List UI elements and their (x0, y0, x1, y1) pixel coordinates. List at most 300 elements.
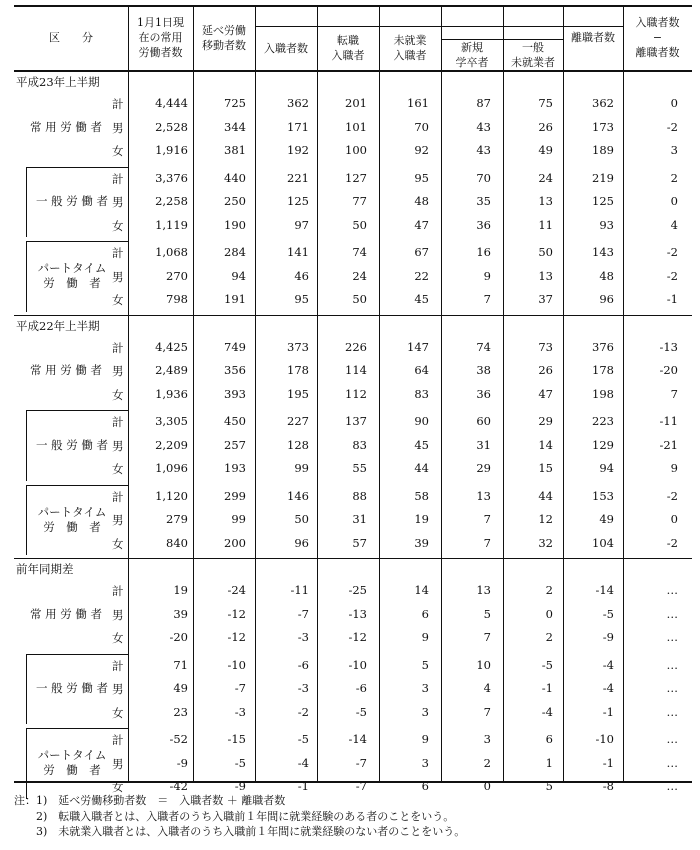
table-cell: -2 (666, 245, 678, 259)
table-cell: 227 (287, 414, 309, 428)
group-label-general: 一 般 労 働 者 (35, 194, 109, 209)
table-cell: 55 (352, 461, 367, 475)
table-cell: 1 (545, 755, 553, 770)
table-cell: 70 (476, 170, 491, 185)
table-cell: 67 (414, 245, 429, 259)
table-cell: 219 (592, 170, 614, 185)
table-cell: -24 (227, 583, 246, 597)
table-cell: 7 (483, 535, 491, 550)
table-row (0, 139, 1, 140)
table-cell: 146 (287, 488, 309, 503)
table-cell: -7 (234, 681, 246, 695)
group-bracket (26, 167, 27, 238)
table-cell: -10 (595, 732, 614, 746)
table-cell: -12 (227, 606, 246, 621)
table-cell: 12 (538, 512, 553, 526)
table-cell: 22 (414, 268, 429, 283)
group-bracket (26, 241, 27, 312)
table-cell: 127 (345, 170, 367, 185)
table-row (0, 654, 1, 655)
table-cell: 50 (538, 245, 553, 259)
table-cell: 3 (421, 755, 429, 770)
table-cell: 125 (287, 194, 309, 208)
table-row (0, 241, 1, 242)
row-label: 計 (112, 415, 124, 429)
table-cell: 73 (538, 339, 553, 354)
table-cell: -14 (595, 583, 614, 597)
table-cell: 125 (592, 194, 614, 208)
table-cell: 104 (592, 535, 614, 550)
group-bracket (26, 410, 27, 481)
table-row (0, 190, 1, 191)
table-cell: 1,916 (155, 143, 188, 157)
table-cell: 257 (224, 437, 246, 452)
header-regular-workers: 1月1日現 在の常用 労働者数 (137, 16, 184, 59)
table-cell: 114 (345, 363, 367, 377)
row-label: 女 (112, 536, 124, 551)
table-cell: … (666, 732, 678, 746)
table-cell: 48 (599, 268, 614, 283)
table-cell: -2 (666, 268, 678, 283)
table-cell: 226 (345, 339, 367, 354)
table-cell: 50 (352, 217, 367, 232)
table-row (0, 485, 1, 486)
table-cell: 195 (287, 386, 309, 401)
table-cell: 200 (224, 535, 246, 550)
header-new-graduates: 新規 学卒者 (455, 40, 489, 69)
row-label: 計 (112, 171, 124, 186)
table-cell: 44 (538, 488, 553, 503)
table-cell: -7 (355, 755, 367, 770)
table-cell: 29 (538, 414, 553, 428)
table-cell: -5 (234, 755, 246, 770)
table-cell: 7 (670, 386, 678, 401)
table-cell: -1 (541, 681, 553, 695)
table-cell: 129 (592, 437, 614, 452)
table-cell: 6 (421, 606, 429, 621)
table-row (0, 728, 1, 729)
header-net-hires: 入職者数 − 離職者数 (635, 16, 680, 59)
table-cell: 93 (599, 217, 614, 232)
table-cell: 798 (166, 292, 188, 306)
table-cell: … (666, 681, 678, 695)
section-title: 平成22年上半期 (16, 318, 100, 333)
table-row (0, 579, 1, 580)
body-column-rule (503, 70, 504, 781)
table-cell: 7 (483, 512, 491, 526)
header-total-movers: 延べ労働 移動者数 (202, 23, 246, 52)
table-cell: 29 (476, 461, 491, 475)
table-cell: 45 (414, 292, 429, 306)
row-label: 男 (112, 120, 124, 135)
header-separations: 離職者数 (571, 31, 615, 44)
table-cell: 137 (345, 414, 367, 428)
table-cell: 64 (414, 363, 429, 377)
table-row (0, 359, 1, 360)
table-row (0, 434, 1, 435)
table-cell: 11 (538, 217, 553, 232)
table-cell: -4 (297, 755, 309, 770)
table-cell: 96 (599, 292, 614, 306)
table-cell: 50 (352, 292, 367, 306)
row-label: 男 (112, 269, 124, 284)
table-cell: -25 (348, 583, 367, 597)
body-column-rule (623, 70, 624, 781)
table-row (0, 288, 1, 289)
body-column-rule (255, 70, 256, 781)
table-cell: 270 (166, 268, 188, 283)
table-cell: -12 (227, 630, 246, 644)
table-cell: 19 (414, 512, 429, 526)
table-cell: -5 (297, 732, 309, 746)
table-cell: 376 (592, 339, 614, 354)
table-cell: 13 (538, 268, 553, 283)
table-cell: 15 (538, 461, 553, 475)
table-cell: 4,444 (155, 96, 188, 110)
row-label: 男 (112, 607, 124, 622)
table-cell: -13 (659, 339, 678, 354)
table-cell: -4 (602, 681, 614, 695)
table-cell: … (666, 779, 678, 793)
table-cell: -2 (666, 535, 678, 550)
table-cell: 101 (345, 119, 367, 134)
table-cell: 47 (538, 386, 553, 401)
row-label: 女 (112, 387, 124, 402)
table-cell: 23 (173, 704, 188, 719)
table-cell: -42 (169, 779, 188, 793)
table-cell: 4 (483, 681, 491, 695)
table-cell: 83 (352, 437, 367, 452)
row-label: 女 (112, 293, 124, 307)
group-bracket-top (26, 728, 128, 729)
table-cell: 112 (345, 386, 367, 401)
table-cell: 48 (414, 194, 429, 208)
table-cell: … (666, 755, 678, 770)
table-cell: -14 (348, 732, 367, 746)
body-column-rule (563, 70, 564, 781)
table-cell: 96 (294, 535, 309, 550)
table-row (0, 603, 1, 604)
row-label: 計 (112, 489, 124, 504)
table-cell: 49 (599, 512, 614, 526)
header-new-entrants: 未就業 入職者 (393, 34, 427, 62)
table-cell: 35 (476, 194, 491, 208)
group-label-parttime: パートタイム 労 働 者 (37, 504, 107, 534)
table-row (0, 265, 1, 266)
table-cell: -9 (234, 779, 246, 793)
table-cell: 95 (294, 292, 309, 306)
table-row (0, 383, 1, 384)
table-row (0, 626, 1, 627)
table-row (0, 532, 1, 533)
row-label: 計 (112, 658, 124, 673)
table-cell: 7 (483, 704, 491, 719)
table-cell: 284 (224, 245, 246, 259)
table-cell: 57 (352, 535, 367, 550)
group-label-regular: 常 用 労 働 者 (29, 363, 103, 378)
row-label: 男 (112, 195, 124, 209)
header-job-changers: 転職 入職者 (331, 34, 365, 62)
table-cell: 0 (670, 194, 678, 208)
table-cell: 49 (538, 143, 553, 157)
table-cell: -2 (297, 704, 309, 719)
table-cell: 19 (173, 583, 188, 597)
table-cell: 189 (592, 143, 614, 157)
table-cell: 26 (538, 119, 553, 134)
table-row (0, 701, 1, 702)
table-cell: -52 (169, 732, 188, 746)
table-cell: 16 (476, 245, 491, 259)
table-cell: 362 (287, 96, 309, 110)
row-label: 男 (112, 438, 124, 453)
table-row (0, 214, 1, 215)
group-label-general: 一 般 労 働 者 (35, 437, 109, 452)
table-cell: 74 (352, 245, 367, 259)
table-cell: 147 (407, 339, 429, 354)
table-row (0, 116, 1, 117)
table-cell: 39 (414, 535, 429, 550)
table-cell: -9 (602, 630, 614, 644)
table-cell: 77 (352, 194, 367, 208)
table-cell: 279 (166, 512, 188, 526)
group-label-parttime: パートタイム 労 働 者 (37, 748, 107, 778)
body-column-rule (379, 70, 380, 781)
table-cell: 92 (414, 143, 429, 157)
table-cell: 725 (224, 96, 246, 110)
table-cell: 5 (545, 779, 553, 793)
table-cell: -11 (290, 583, 309, 597)
table-cell: 223 (592, 414, 614, 428)
group-bracket (26, 728, 27, 799)
table-cell: 143 (592, 245, 614, 259)
table-cell: -20 (659, 363, 678, 377)
table-cell: 2,258 (155, 194, 188, 208)
table-cell: 50 (294, 512, 309, 526)
table-cell: -13 (348, 606, 367, 621)
table-cell: -20 (169, 630, 188, 644)
table-cell: 31 (476, 437, 491, 452)
table-cell: -5 (355, 704, 367, 719)
table-cell: 3 (670, 143, 678, 157)
group-bracket (26, 485, 27, 556)
table-cell: 24 (352, 268, 367, 283)
table-cell: 173 (592, 119, 614, 134)
row-label: 女 (112, 218, 124, 233)
table-cell: -4 (602, 657, 614, 672)
table-cell: 193 (224, 461, 246, 475)
table-cell: 13 (476, 488, 491, 503)
table-cell: 36 (476, 386, 491, 401)
table-cell: -12 (348, 630, 367, 644)
table-cell: 36 (476, 217, 491, 232)
table-cell: 13 (538, 194, 553, 208)
table-cell: -7 (297, 606, 309, 621)
table-cell: … (666, 606, 678, 621)
table-cell: 71 (173, 657, 188, 672)
section-rule (14, 558, 692, 559)
table-cell: 141 (287, 245, 309, 259)
table-cell: 49 (173, 681, 188, 695)
table-cell: 153 (592, 488, 614, 503)
group-bracket-top (26, 485, 128, 486)
table-cell: 9 (670, 461, 678, 475)
table-row (0, 410, 1, 411)
table-cell: 39 (173, 606, 188, 621)
body-column-rule (317, 70, 318, 781)
group-label-regular: 常 用 労 働 者 (29, 606, 103, 621)
table-cell: 14 (538, 437, 553, 452)
table-row (0, 775, 1, 776)
table-cell: 4 (670, 217, 678, 232)
table-row (0, 457, 1, 458)
table-cell: -3 (297, 630, 309, 644)
table-cell: 32 (538, 535, 553, 550)
row-label: 計 (112, 340, 124, 355)
row-label: 男 (112, 364, 124, 378)
table-cell: 178 (287, 363, 309, 377)
table-cell: 3 (483, 732, 491, 746)
table-cell: 43 (476, 119, 491, 134)
table-cell: -3 (234, 704, 246, 719)
group-bracket-top (26, 654, 128, 655)
body-column-rule (128, 70, 129, 781)
table-cell: -11 (659, 414, 678, 428)
table-cell: 3 (421, 681, 429, 695)
table-cell: 1,936 (155, 386, 188, 401)
row-label: 女 (112, 144, 124, 158)
table-row (0, 677, 1, 678)
table-cell: 299 (224, 488, 246, 503)
table-cell: -1 (666, 292, 678, 306)
table-cell: -15 (227, 732, 246, 746)
group-bracket (26, 654, 27, 725)
table-cell: -21 (659, 437, 678, 452)
header-category: 区 分 (49, 31, 93, 44)
table-row (0, 508, 1, 509)
table-cell: 0 (545, 606, 553, 621)
table-cell: 192 (287, 143, 309, 157)
table-cell: 94 (231, 268, 246, 283)
table-cell: 24 (538, 170, 553, 185)
table-cell: 440 (224, 170, 246, 185)
table-cell: 100 (345, 143, 367, 157)
table-row (0, 92, 1, 93)
table-cell: 26 (538, 363, 553, 377)
table-cell: 97 (294, 217, 309, 232)
table-cell: 6 (421, 779, 429, 793)
note-line: 3) 未就業入職者とは、入職者のうち入職前１年間に就業経験のない者のことをいう。 (36, 825, 466, 838)
table-cell: -1 (602, 755, 614, 770)
table-cell: 14 (414, 583, 429, 597)
header-bottom-rule (14, 70, 692, 72)
table-cell: 99 (231, 512, 246, 526)
table-cell: 47 (414, 217, 429, 232)
table-cell: 2 (545, 583, 553, 597)
table-cell: -6 (297, 657, 309, 672)
table-cell: 75 (538, 96, 553, 110)
row-label: 女 (112, 705, 124, 720)
table-cell: 161 (407, 96, 429, 110)
row-label: 計 (112, 97, 124, 111)
row-label: 男 (112, 513, 124, 527)
table-cell: 37 (538, 292, 553, 306)
table-cell: 38 (476, 363, 491, 377)
table-row (0, 336, 1, 337)
table-cell: 7 (483, 292, 491, 306)
table-cell: 2 (545, 630, 553, 644)
table-cell: -7 (355, 779, 367, 793)
table-cell: 9 (421, 630, 429, 644)
table-cell: 44 (414, 461, 429, 475)
group-label-parttime: パートタイム 労 働 者 (37, 261, 107, 291)
note-line: 2) 転職入職者とは、入職者のうち入職前１年間に就業経験のある者のことをいう。 (36, 810, 455, 823)
table-cell: -5 (602, 606, 614, 621)
row-label: 男 (112, 682, 124, 696)
table-cell: -10 (227, 657, 246, 672)
group-bracket-top (26, 167, 128, 168)
table-cell: 4,425 (155, 339, 188, 354)
table-cell: -10 (348, 657, 367, 672)
table-cell: 43 (476, 143, 491, 157)
table-cell: 83 (414, 386, 429, 401)
table-cell: 13 (476, 583, 491, 597)
table-cell: 362 (592, 96, 614, 110)
table-cell: -2 (666, 488, 678, 503)
table-cell: -9 (176, 755, 188, 770)
table-cell: -4 (541, 704, 553, 719)
table-cell: 1,096 (155, 461, 188, 475)
table-cell: 7 (483, 630, 491, 644)
table-cell: 95 (414, 170, 429, 185)
table-cell: 2,489 (155, 363, 188, 377)
table-cell: 10 (476, 657, 491, 672)
header-general-new-entrants: 一般 未就業者 (511, 40, 555, 69)
table-cell: … (666, 630, 678, 644)
table-cell: 2 (670, 170, 678, 185)
row-label: 計 (112, 584, 124, 598)
group-bracket-top (26, 410, 128, 411)
table-cell: 87 (476, 96, 491, 110)
table-cell: 0 (483, 779, 491, 793)
body-column-rule (441, 70, 442, 781)
table-cell: -2 (666, 119, 678, 134)
table-cell: 5 (483, 606, 491, 621)
table-row (0, 167, 1, 168)
note-line: 注：1) 延べ労働移動者数 ＝ 入職者数 ＋ 離職者数 (14, 794, 286, 807)
table-cell: 99 (294, 461, 309, 475)
table-cell: 344 (224, 119, 246, 134)
table-cell: 3 (421, 704, 429, 719)
table-cell: -5 (541, 657, 553, 672)
table-cell: 178 (592, 363, 614, 377)
table-cell: 1,120 (155, 488, 188, 503)
table-cell: 5 (421, 657, 429, 672)
table-cell: -1 (602, 704, 614, 719)
body-column-rule (193, 70, 194, 781)
table-cell: 74 (476, 339, 491, 354)
table-cell: 221 (287, 170, 309, 185)
table-cell: 31 (352, 512, 367, 526)
table-cell: … (666, 657, 678, 672)
table-cell: 58 (414, 488, 429, 503)
table-cell: -3 (297, 681, 309, 695)
table-cell: 128 (287, 437, 309, 452)
table-cell: 45 (414, 437, 429, 452)
table-cell: 6 (545, 732, 553, 746)
table-cell: 1,119 (155, 217, 188, 232)
table-cell: 2 (483, 755, 491, 770)
table-cell: 450 (224, 414, 246, 428)
